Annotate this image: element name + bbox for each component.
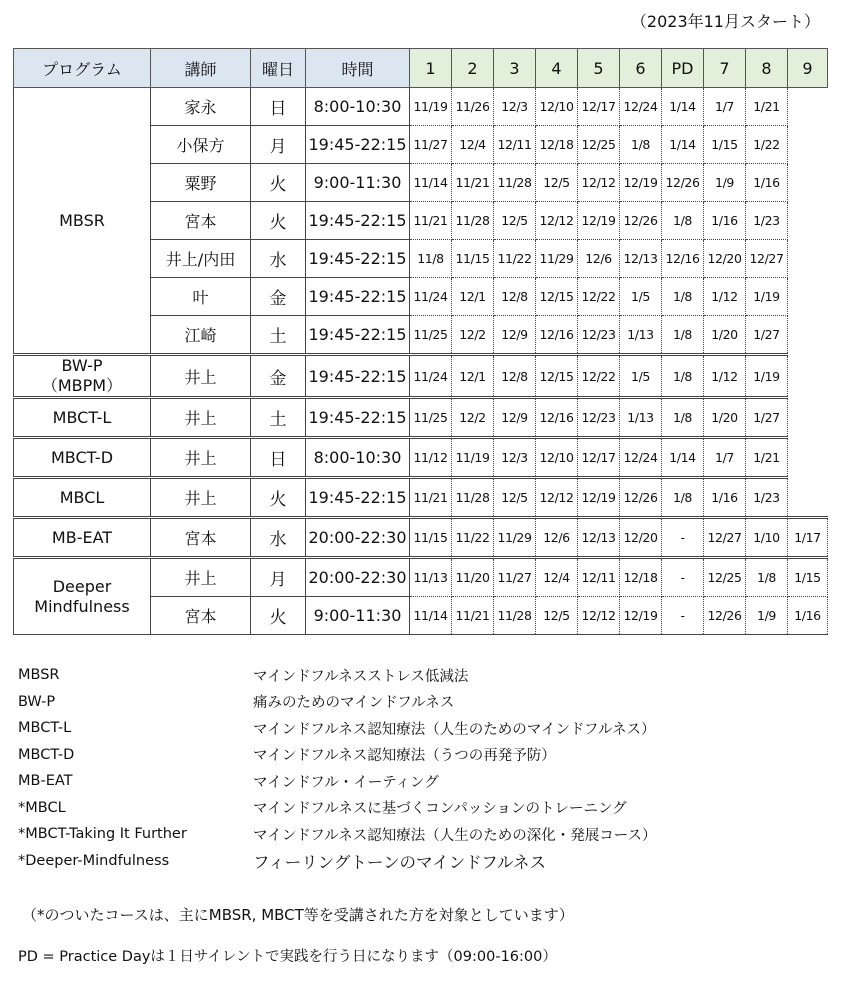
instructor-name: 小保方	[151, 126, 251, 164]
empty-cell	[788, 438, 828, 478]
session-date: 1/7	[704, 438, 746, 478]
session-date: -	[662, 518, 704, 558]
header-session-2: 2	[452, 49, 494, 88]
session-date: 11/28	[452, 478, 494, 518]
weekday-cell: 日	[251, 88, 306, 126]
weekday-cell: 火	[251, 478, 306, 518]
session-date: 1/22	[746, 126, 788, 164]
instructor-name: 叶	[151, 278, 251, 316]
session-date: 12/25	[704, 558, 746, 597]
session-date: 1/16	[704, 478, 746, 518]
session-date: 12/5	[536, 597, 578, 635]
session-date: 1/5	[620, 278, 662, 316]
session-date: 12/12	[578, 597, 620, 635]
session-date: 12/27	[746, 240, 788, 278]
header-session-5: 5	[578, 49, 620, 88]
start-month-note: （2023年11月スタート）	[630, 12, 820, 31]
session-date: 11/25	[410, 316, 452, 355]
session-date: 12/19	[578, 202, 620, 240]
definition-abbr: MB-EAT	[18, 773, 73, 790]
session-date: 12/3	[494, 88, 536, 126]
session-date: 12/24	[620, 438, 662, 478]
session-date: 12/1	[452, 355, 494, 398]
weekday-cell: 土	[251, 316, 306, 355]
session-date: 12/10	[536, 438, 578, 478]
header-weekday: 曜日	[251, 49, 306, 88]
weekday-cell: 火	[251, 164, 306, 202]
header-session-4: 4	[536, 49, 578, 88]
weekday-cell: 月	[251, 126, 306, 164]
session-date: 11/12	[410, 438, 452, 478]
session-date: 12/9	[494, 398, 536, 438]
session-date: 12/19	[620, 597, 662, 635]
definition-row	[18, 848, 657, 875]
time-range: 19:45-22:15	[306, 278, 410, 316]
abbreviation-list	[18, 662, 657, 874]
session-date: 1/20	[704, 316, 746, 355]
definition-row	[18, 662, 657, 689]
instructor-name: 宮本	[151, 518, 251, 558]
instructor-name: 宮本	[151, 597, 251, 635]
session-date: 11/25	[410, 398, 452, 438]
session-date: 1/16	[746, 164, 788, 202]
session-date: 12/2	[452, 316, 494, 355]
weekday-cell: 水	[251, 240, 306, 278]
session-date: 11/21	[410, 478, 452, 518]
session-date: 12/13	[578, 518, 620, 558]
program-name	[14, 88, 151, 355]
time-range: 19:45-22:15	[306, 240, 410, 278]
practice-day-note: PD = Practice Dayは１日サイレントで実践を行う日になります（09:00-16:00）	[18, 949, 557, 965]
definition-desc: マインドフルネスに基づくコンパッションのトレーニング	[253, 801, 627, 818]
session-date: 12/15	[536, 278, 578, 316]
weekday-cell: 金	[251, 355, 306, 398]
session-date: 12/4	[452, 126, 494, 164]
session-date: 12/4	[536, 558, 578, 597]
definition-abbr: MBCT-L	[18, 720, 72, 737]
session-date: 12/16	[536, 398, 578, 438]
session-date: 1/8	[662, 278, 704, 316]
session-date: 11/21	[452, 164, 494, 202]
program-name	[14, 355, 151, 398]
program-name	[14, 398, 151, 438]
empty-cell	[788, 398, 828, 438]
time-range: 20:00-22:30	[306, 558, 410, 597]
empty-cell	[788, 316, 828, 355]
program-label: BW-P	[61, 356, 103, 375]
session-date: 12/18	[620, 558, 662, 597]
session-date: 1/20	[704, 398, 746, 438]
header-session-7: 7	[704, 49, 746, 88]
session-date: 12/2	[452, 398, 494, 438]
session-date: 11/22	[494, 240, 536, 278]
instructor-name: 井上	[151, 355, 251, 398]
session-date: 12/18	[536, 126, 578, 164]
session-date: 12/1	[452, 278, 494, 316]
session-date: 1/15	[788, 558, 828, 597]
header-session-3: 3	[494, 49, 536, 88]
time-range: 19:45-22:15	[306, 478, 410, 518]
session-date: 1/23	[746, 202, 788, 240]
session-date: 11/29	[536, 240, 578, 278]
header-program: プログラム	[14, 49, 151, 88]
session-date: 1/9	[704, 164, 746, 202]
time-range: 19:45-22:15	[306, 202, 410, 240]
definition-desc: マインドフルネス認知療法（うつの再発予防）	[253, 748, 556, 765]
weekday-cell: 月	[251, 558, 306, 597]
schedule-row	[14, 478, 828, 518]
session-date: 11/14	[410, 597, 452, 635]
definition-desc: フィーリングトーンのマインドフルネス	[253, 852, 547, 872]
session-date: 1/21	[746, 88, 788, 126]
empty-cell	[788, 278, 828, 316]
definition-row	[18, 821, 657, 848]
session-date: 1/14	[662, 88, 704, 126]
session-date: 12/5	[494, 478, 536, 518]
definition-abbr: MBCT-D	[18, 746, 75, 763]
session-date: 12/26	[704, 597, 746, 635]
definition-row	[18, 742, 657, 769]
session-date: 11/8	[410, 240, 452, 278]
session-date: 12/22	[578, 278, 620, 316]
weekday-cell: 水	[251, 518, 306, 558]
session-date: 12/20	[620, 518, 662, 558]
instructor-name: 井上	[151, 438, 251, 478]
schedule-body	[14, 88, 828, 635]
time-range: 8:00-10:30	[306, 88, 410, 126]
program-label: MB-EAT	[51, 527, 113, 547]
session-date: 1/8	[662, 478, 704, 518]
session-date: 1/12	[704, 355, 746, 398]
empty-cell	[788, 88, 828, 126]
session-date: 12/27	[704, 518, 746, 558]
schedule-table	[13, 48, 828, 635]
program-label: MBCT-L	[52, 407, 112, 427]
program-sublabel: Mindfulness	[34, 596, 130, 616]
session-date: 11/22	[452, 518, 494, 558]
session-date: 12/20	[704, 240, 746, 278]
session-date: 12/5	[536, 164, 578, 202]
session-date: 11/20	[452, 558, 494, 597]
session-date: 12/6	[536, 518, 578, 558]
definition-row	[18, 768, 657, 795]
session-date: 1/14	[662, 438, 704, 478]
session-date: 1/27	[746, 316, 788, 355]
program-label: MBCT-D	[50, 447, 114, 467]
session-date: 11/15	[410, 518, 452, 558]
session-date: 12/17	[578, 438, 620, 478]
session-date: 12/12	[578, 164, 620, 202]
definition-desc: マインドフルネス認知療法（人生のための深化・発展コース）	[253, 827, 657, 844]
definition-abbr: MBSR	[18, 667, 60, 684]
header-time: 時間	[306, 49, 410, 88]
weekday-cell: 土	[251, 398, 306, 438]
session-date: 11/21	[452, 597, 494, 635]
session-date: 12/12	[536, 478, 578, 518]
empty-cell	[788, 164, 828, 202]
instructor-name: 井上	[151, 398, 251, 438]
session-date: 12/16	[662, 240, 704, 278]
weekday-cell: 金	[251, 278, 306, 316]
session-date: 11/28	[494, 164, 536, 202]
session-date: 1/16	[788, 597, 828, 635]
session-date: 12/11	[578, 558, 620, 597]
definition-row	[18, 715, 657, 742]
session-date: 1/5	[620, 355, 662, 398]
time-range: 19:45-22:15	[306, 316, 410, 355]
empty-cell	[788, 202, 828, 240]
time-range: 9:00-11:30	[306, 597, 410, 635]
header-session-1: 1	[410, 49, 452, 88]
definition-desc: マインドフルネスストレス低減法	[253, 668, 469, 685]
definition-desc: マインドフル・イーティング	[253, 774, 439, 791]
session-date: 1/8	[662, 355, 704, 398]
program-name	[14, 478, 151, 518]
program-name	[14, 518, 151, 558]
session-date: 11/26	[452, 88, 494, 126]
definition-desc: マインドフルネス認知療法（人生のためのマインドフルネス）	[253, 721, 656, 738]
time-range: 20:00-22:30	[306, 518, 410, 558]
program-label: MBCL	[59, 487, 105, 507]
session-date: 12/8	[494, 355, 536, 398]
asterisk-course-note: （*のついたコースは、主にMBSR, MBCT等を受講された方を対象としています）	[22, 906, 574, 924]
session-date: 1/15	[704, 126, 746, 164]
weekday-cell: 火	[251, 202, 306, 240]
program-label: MBSR	[59, 210, 105, 230]
empty-cell	[788, 240, 828, 278]
session-date: 12/15	[536, 355, 578, 398]
session-date: 1/8	[746, 558, 788, 597]
instructor-name: 宮本	[151, 202, 251, 240]
instructor-name: 井上	[151, 558, 251, 597]
instructor-name: 江崎	[151, 316, 251, 355]
session-date: 1/21	[746, 438, 788, 478]
session-date: 12/13	[620, 240, 662, 278]
definition-row	[18, 689, 657, 716]
session-date: 1/16	[704, 202, 746, 240]
schedule-row	[14, 398, 828, 438]
session-date: 11/21	[410, 202, 452, 240]
time-range: 8:00-10:30	[306, 438, 410, 478]
session-date: 12/9	[494, 316, 536, 355]
session-date: 12/23	[578, 316, 620, 355]
session-date: 12/12	[536, 202, 578, 240]
program-sublabel: （MBPM）	[41, 376, 123, 395]
session-date: 12/16	[536, 316, 578, 355]
session-date: 11/13	[410, 558, 452, 597]
session-date: 12/3	[494, 438, 536, 478]
session-date: 11/27	[410, 126, 452, 164]
definition-row	[18, 795, 657, 822]
session-date: 12/25	[578, 126, 620, 164]
session-date: 12/26	[620, 202, 662, 240]
session-date: 1/27	[746, 398, 788, 438]
session-date: 12/19	[620, 164, 662, 202]
session-date: 12/22	[578, 355, 620, 398]
session-date: 11/24	[410, 278, 452, 316]
session-date: 12/5	[494, 202, 536, 240]
instructor-name: 井上	[151, 478, 251, 518]
session-date: 11/14	[410, 164, 452, 202]
session-date: 1/19	[746, 278, 788, 316]
session-date: -	[662, 558, 704, 597]
instructor-name: 家永	[151, 88, 251, 126]
header-session-pd: PD	[662, 49, 704, 88]
program-name	[14, 558, 151, 635]
session-date: 1/12	[704, 278, 746, 316]
session-date: 11/19	[452, 438, 494, 478]
session-date: 11/29	[494, 518, 536, 558]
session-date: 1/8	[662, 398, 704, 438]
session-date: 11/24	[410, 355, 452, 398]
session-date: 11/19	[410, 88, 452, 126]
session-date: 12/17	[578, 88, 620, 126]
session-date: 1/8	[620, 126, 662, 164]
session-date: 11/28	[452, 202, 494, 240]
time-range: 19:45-22:15	[306, 355, 410, 398]
header-session-8: 8	[746, 49, 788, 88]
session-date: 1/9	[746, 597, 788, 635]
definition-abbr: *MBCL	[18, 799, 66, 816]
program-label: Deeper	[52, 576, 112, 596]
session-date: 1/8	[662, 202, 704, 240]
weekday-cell: 日	[251, 438, 306, 478]
session-date: 12/6	[578, 240, 620, 278]
session-date: 1/13	[620, 316, 662, 355]
weekday-cell: 火	[251, 597, 306, 635]
session-date: 12/26	[662, 164, 704, 202]
definition-desc: 痛みのためのマインドフルネス	[253, 695, 455, 712]
definition-abbr: *MBCT-Taking It Further	[18, 826, 187, 843]
session-date: 11/28	[494, 597, 536, 635]
header-session-9: 9	[788, 49, 828, 88]
instructor-name: 井上/内田	[151, 240, 251, 278]
session-date: 1/23	[746, 478, 788, 518]
session-date: 1/14	[662, 126, 704, 164]
session-date: 12/23	[578, 398, 620, 438]
session-date: 12/19	[578, 478, 620, 518]
empty-cell	[788, 355, 828, 398]
session-date: 1/17	[788, 518, 828, 558]
schedule-row	[14, 438, 828, 478]
header-instructor: 講師	[151, 49, 251, 88]
definition-abbr: *Deeper-Mindfulness	[18, 852, 170, 869]
session-date: 1/7	[704, 88, 746, 126]
time-range: 19:45-22:15	[306, 398, 410, 438]
header-session-6: 6	[620, 49, 662, 88]
session-date: 12/11	[494, 126, 536, 164]
time-range: 19:45-22:15	[306, 126, 410, 164]
time-range: 9:00-11:30	[306, 164, 410, 202]
empty-cell	[788, 478, 828, 518]
header-row	[14, 49, 828, 88]
session-date: 12/24	[620, 88, 662, 126]
session-date: 1/19	[746, 355, 788, 398]
session-date: 1/13	[620, 398, 662, 438]
definition-abbr: BW-P	[18, 693, 56, 710]
session-date: 12/10	[536, 88, 578, 126]
instructor-name: 粟野	[151, 164, 251, 202]
schedule-row	[14, 558, 828, 597]
schedule-row	[14, 355, 828, 398]
empty-cell	[788, 126, 828, 164]
session-date: 11/15	[452, 240, 494, 278]
program-name	[14, 438, 151, 478]
session-date: 12/26	[620, 478, 662, 518]
session-date: 1/10	[746, 518, 788, 558]
session-date: 1/8	[662, 316, 704, 355]
session-date: 12/8	[494, 278, 536, 316]
schedule-row	[14, 518, 828, 558]
session-date: 11/27	[494, 558, 536, 597]
schedule-row	[14, 88, 828, 126]
session-date: -	[662, 597, 704, 635]
